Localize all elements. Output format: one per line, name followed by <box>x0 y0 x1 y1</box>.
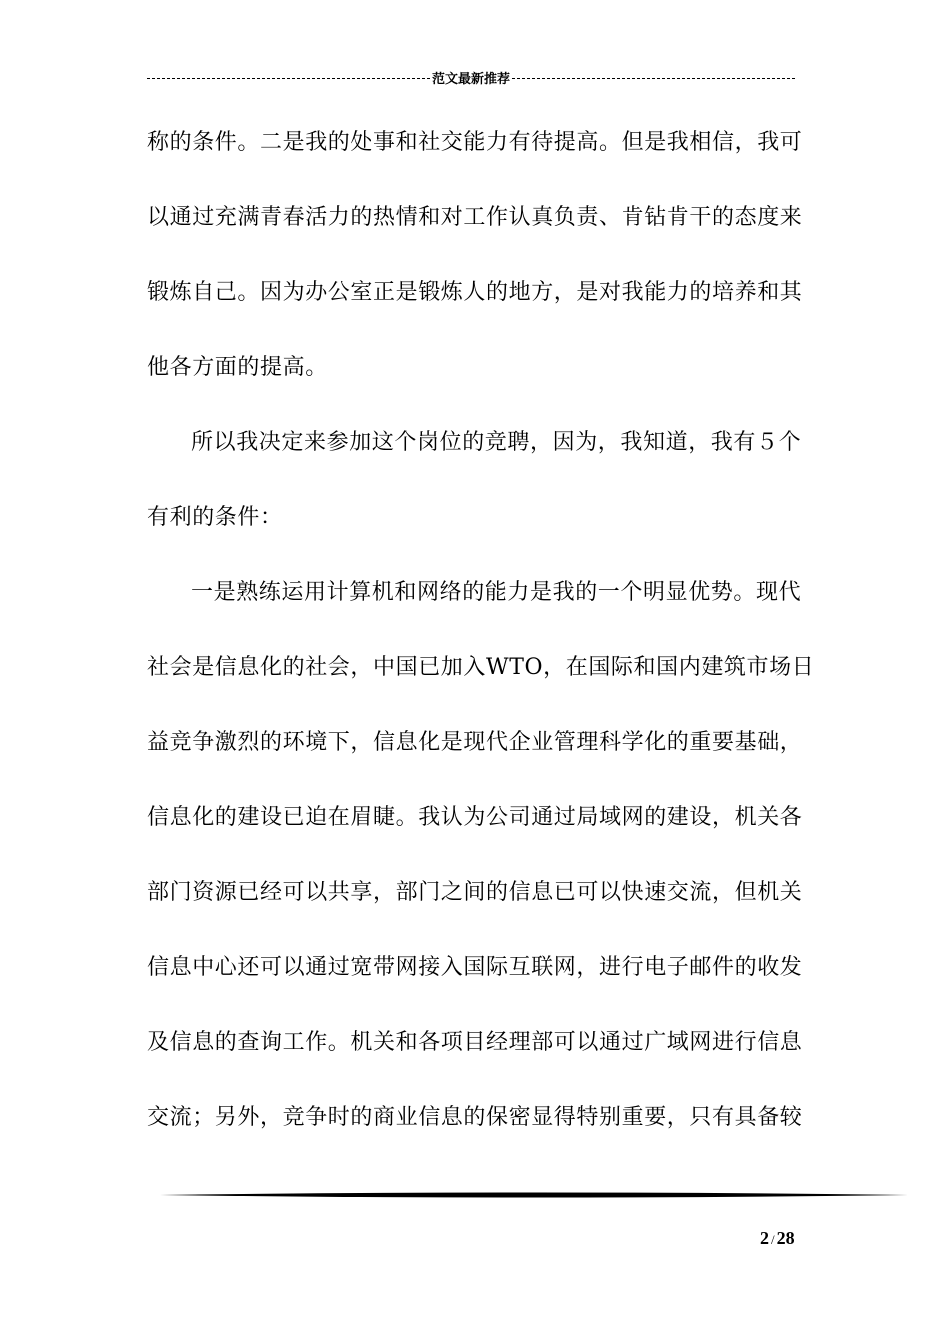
page-header <box>147 68 795 87</box>
page-separator: / <box>771 1232 775 1247</box>
text-line: 一是熟练运用计算机和网络的能力是我的一个明显优势。现代 <box>191 580 802 605</box>
text-line: 及信息的查询工作。机关和各项目经理部可以通过广域网进行信息 <box>147 1030 803 1055</box>
text-line: 以通过充满青春活力的热情和对工作认真负责、肯钻肯干的态度来 <box>147 205 803 230</box>
text-line: 他各方面的提高。 <box>147 355 328 380</box>
text-line: 信息化的建设已迫在眉睫。我认为公司通过局域网的建设，机关各 <box>147 805 803 830</box>
text-line: 所以我决定来参加这个岗位的竞聘，因为，我知道，我有５个 <box>191 430 802 455</box>
page-current: 2 <box>760 1228 769 1248</box>
header-dash-right <box>512 78 795 79</box>
header-dash-left <box>147 78 430 79</box>
text-line: 益竞争激烈的环境下，信息化是现代企业管理科学化的重要基础， <box>147 730 803 755</box>
text-line: 社会是信息化的社会，中国已加入WTO，在国际和国内建筑市场日 <box>147 655 815 680</box>
text-line: 有利的条件： <box>147 505 283 530</box>
page-number <box>760 1228 795 1249</box>
header-title: 范文最新推荐 <box>432 71 511 86</box>
text-line: 交流；另外，竞争时的商业信息的保密显得特别重要，只有具备较 <box>147 1105 803 1130</box>
text-line: 锻炼自己。因为办公室正是锻炼人的地方，是对我能力的培养和其 <box>147 280 803 305</box>
text-line: 信息中心还可以通过宽带网接入国际互联网，进行电子邮件的收发 <box>147 955 803 980</box>
footer-divider <box>160 1188 908 1202</box>
text-line: 部门资源已经可以共享，部门之间的信息已可以快速交流，但机关 <box>147 880 803 905</box>
document-body <box>147 121 815 1171</box>
page-total: 28 <box>776 1228 795 1248</box>
text-line: 称的条件。二是我的处事和社交能力有待提高。但是我相信，我可 <box>147 130 803 155</box>
